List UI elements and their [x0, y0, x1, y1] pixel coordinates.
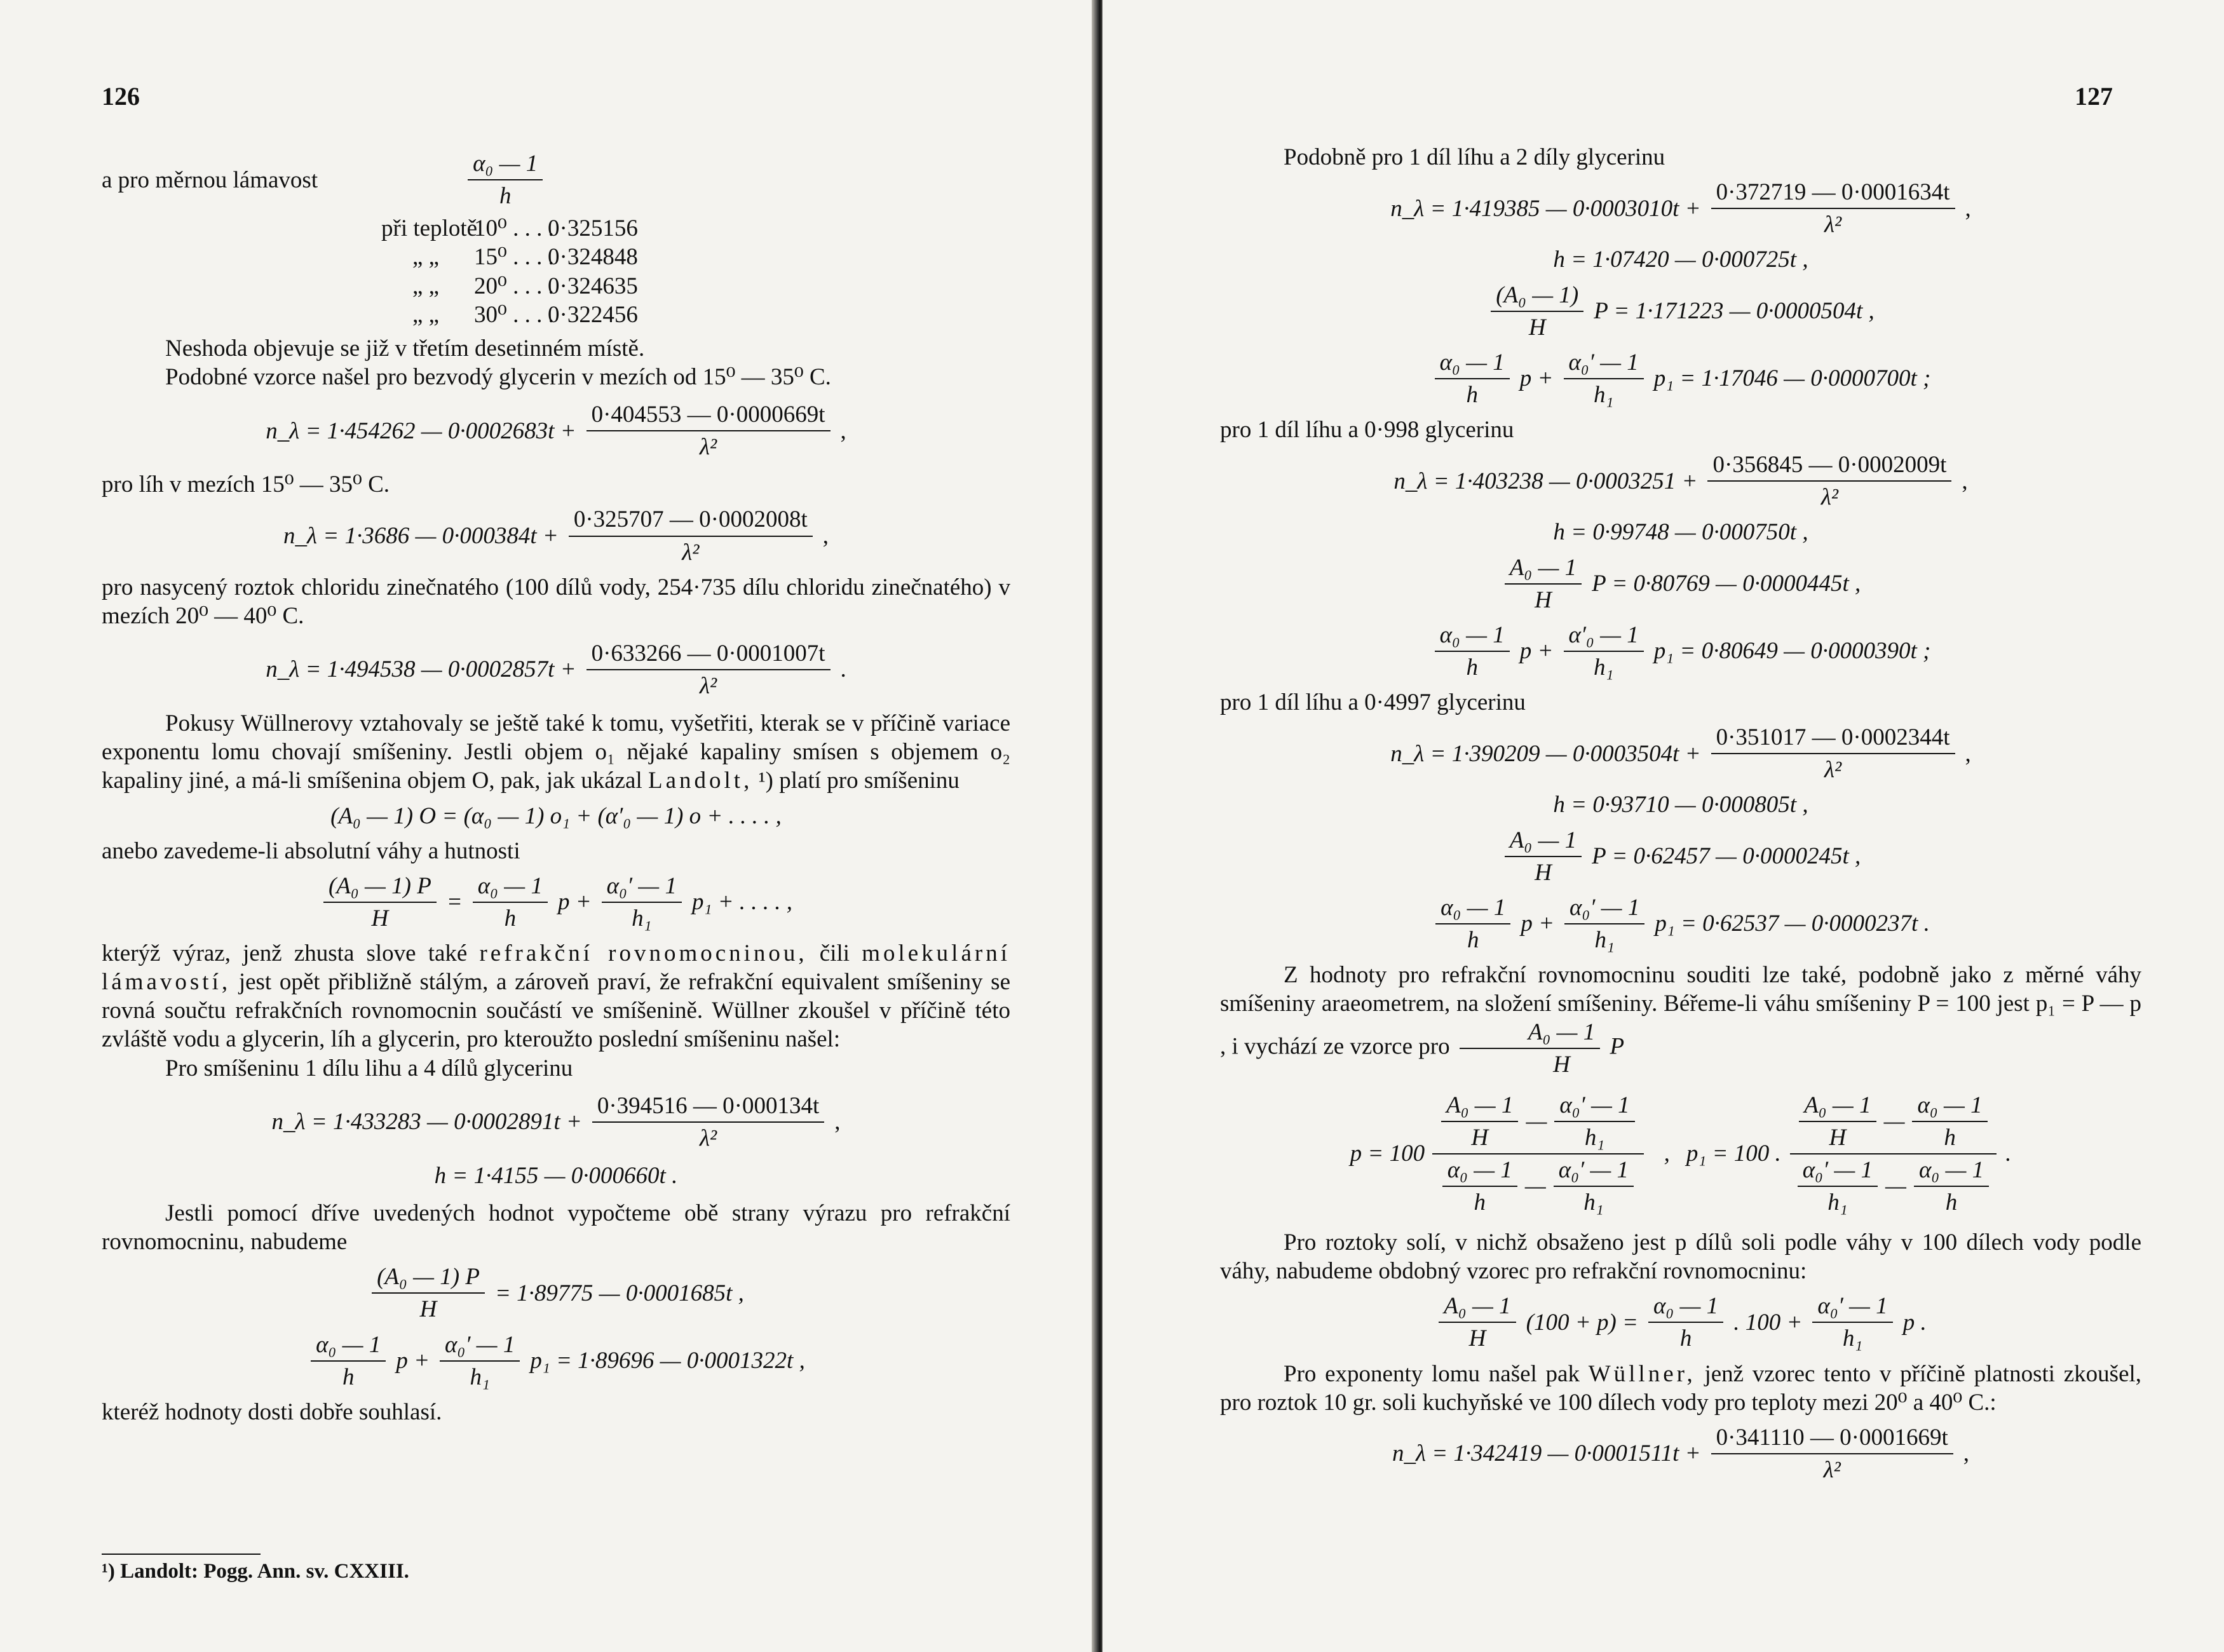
temp-label: při teplotě [381, 215, 478, 242]
equation: h = 1·4155 — 0·000660t . [434, 1162, 678, 1189]
intro-fraction: $\frac{\text{α₀ — 1}}{h}$ [464, 149, 546, 210]
left-page-body [102, 149, 1010, 1426]
equation: $\frac{\text{A₀ — 1}}{H}$ P = 0·62457 — 0·0000245t , [1220, 826, 2141, 887]
author-name: Landolt, [648, 768, 753, 794]
equation: $\frac{\text{α₀ — 1}}{h}$ p + $\frac{\text{α₀′ — 1}}{\text{h₁}}$ p₁ = 1·17046 — 0·0000700t ; [1220, 348, 2141, 409]
equation: n_λ = 1·419385 — 0·0003010t + $\frac{0\cdot 372719 — 0\cdot 0001634t}{\text{λ²}}$ , [1390, 179, 1971, 238]
equation: n_λ = 1·3686 — 0·000384t + $\frac{0\cdot 325707 — 0\cdot 0002008t}{\text{λ²}}$ , [283, 506, 829, 565]
equation: $\frac{\text{α₀ — 1}}{h}$ p + $\frac{\text{α₀′ — 1}}{\text{h₁}}$ p₁ = 0·62537 — 0·0000237t . [1220, 893, 2141, 954]
paragraph: pro 1 díl líhu a 0·998 glycerinu [1220, 417, 1514, 443]
equation: n_λ = 1·342419 — 0·0001511t + $\frac{0\cdot 341110 — 0\cdot 0001669t}{\text{λ²}}$ , [1392, 1424, 1970, 1483]
equation: n_λ = 1·390209 — 0·0003504t + $\frac{0\cdot 351017 — 0\cdot 0002344t}{\text{λ²}}$ , [1390, 724, 1971, 783]
equation: h = 1·07420 — 0·000725t , [1553, 247, 1808, 273]
paragraph: Podobně pro 1 díl líhu a 2 díly glycerinu [1284, 144, 1665, 170]
paragraph: Pro exponenty lomu našel pak Wüllner, jenž vzorec tento v příčině platnosti zkoušel, pro roztok 10 gr. soli kuchyňské ve 100 dílech vody pro teploty mezi 20⁰ a 40⁰ C.: [1220, 1360, 2142, 1416]
equation: $\frac{\text{A₀ — 1}}{H}$ (100 + p) = $\frac{\text{α₀ — 1}}{h}$ . 100 + $\frac{\text{α₀′ — 1}}{\text{h₁}}$ p . [1220, 1292, 2141, 1353]
paragraph: Neshoda objevuje se již v třetím desetinném místě. [165, 335, 645, 362]
temp-label: „ „ [412, 244, 440, 271]
equation: $\frac{\text{A₀ — 1}}{H}$ P = 0·80769 — 0·0000445t , [1220, 553, 2141, 614]
temp-value: 30⁰ . . . . [474, 301, 554, 328]
paragraph: kteréž hodnoty dosti dobře souhlasí. [102, 1398, 442, 1425]
equation: $\frac{\text{(A₀ — 1) P}}{H}$ = $\frac{\text{α₀ — 1}}{h}$ p + $\frac{\text{α₀′ — 1}}{\text{h₁}}$ p₁ + . . . . , [102, 872, 1010, 933]
author-name: Wüllner, [1588, 1360, 1696, 1387]
index-value: 0·324635 [548, 273, 638, 299]
temp-value: 15⁰ . . . . [474, 244, 554, 271]
right-page-body [1220, 143, 2141, 1491]
equation: (A₀ — 1) O = (α₀ — 1) o₁ + (α′₀ — 1) o + . . . . , [330, 802, 782, 829]
paragraph: anebo zavedeme-li absolutní váhy a hutnosti [102, 837, 520, 864]
paragraph: pro líh v mezích 15⁰ — 35⁰ C. [102, 471, 390, 498]
left-page [0, 0, 1096, 1652]
paragraph: Podobné vzorce našel pro bezvodý glycerin v mezích od 15⁰ — 35⁰ C. [165, 363, 831, 390]
right-page [1102, 0, 2224, 1652]
index-value: 0·325156 [548, 215, 638, 242]
intro-text: a pro měrnou lámavost [102, 166, 318, 193]
equation: $\frac{\text{α₀ — 1}}{h}$ p + $\frac{\text{α′₀ — 1}}{\text{h₁}}$ p₁ = 0·80649 — 0·0000390t ; [1220, 621, 2141, 682]
equation: p = 100 $\frac{\text{A₀ — 1}}{H}$ — $\frac{\text{α₀′ — 1}}{\text{h₁}}$ $\frac{\text{α₀ — 1}}{h}$ — $\frac{\text{α₀′ — 1}}{\text{h₁}}$ , p₁ = 100 . $\frac{\text{A₀ — 1}}{H}$ — $\frac{\text{α₀ — 1}}{h}$ $\frac{\text{α₀′ — 1}}{\text{h₁}}$ — $\frac{\text{α₀ — 1}}{h}$ . [1350, 1092, 2012, 1215]
temp-value: 10⁰ . . . . [474, 215, 554, 242]
equation: n_λ = 1·454262 — 0·0002683t + $\frac{0\cdot 404553 — 0\cdot 0000669t}{\text{λ²}}$ , [266, 402, 846, 461]
temp-value: 20⁰ . . . . [474, 273, 554, 299]
index-value: 0·324848 [548, 244, 638, 271]
footnote-rule [102, 1554, 261, 1555]
footnote: ¹) Landolt: Pogg. Ann. sv. CXXIII. [102, 1560, 409, 1583]
paragraph: Pro smíšeninu 1 dílu lihu a 4 dílů glycerinu [165, 1055, 573, 1081]
equation: $\frac{\text{(A₀ — 1)}}{H}$ P = 1·171223 — 0·0000504t , [1220, 281, 2141, 342]
paragraph: pro nasycený roztok chloridu zinečnatého (100 dílů vody, 254·735 dílu chloridu zinečnatého) v mezích 20⁰ — 40⁰ C. [102, 574, 1010, 629]
page-number: 127 [2075, 82, 2113, 111]
paragraph: Z hodnoty pro refrakční rovnomocninu souditi lze také, podobně jako z měrné váhy smíšeniny araeometrem, na složení smíšeniny. Béřeme-li váhu smíšeniny P = 100 jest p₁ = P — p , i vychází ze vzorce pro $\frac{\text{A₀ — 1}}{H}$ P [1220, 962, 2141, 1078]
equation: n_λ = 1·494538 — 0·0002857t + $\frac{0\cdot 633266 — 0\cdot 0001007t}{\text{λ²}}$ . [266, 640, 846, 699]
page-number: 126 [102, 82, 140, 111]
index-value: 0·322456 [548, 301, 638, 328]
paragraph: pro 1 díl líhu a 0·4997 glycerinu [1220, 689, 1526, 715]
temp-label: „ „ [412, 273, 440, 299]
paragraph: Jestli pomocí dříve uvedených hodnot vypočteme obě strany výrazu pro refrakční rovnomocninu, nabudeme [102, 1200, 1010, 1256]
equation: h = 0·93710 — 0·000805t , [1553, 792, 1808, 818]
paragraph: kterýž výraz, jenž zhusta slove také refrakční rovnomocninou, čili molekulární lámavostí, jest opět přibližně stálým, a zároveň praví, že refrakční equivalent smíšeniny se rovná součtu refrakčních rovnomocnin součástí ve smíšenině. Wüllner zkoušel v příčině této zvláště vodu a glycerin, líh a glycerin, pro kteroužto poslední smíšeninu našel: [102, 940, 1010, 1053]
equation: n_λ = 1·433283 — 0·0002891t + $\frac{0\cdot 394516 — 0\cdot 000134t}{\text{λ²}}$ , [271, 1092, 841, 1151]
paragraph: Pro roztoky solí, v nichž obsaženo jest p dílů soli podle váhy v 100 dílech vody podle váhy, nabudeme obdobný vzorec pro refrakční rovnomocninu: [1220, 1229, 2141, 1285]
temp-label: „ „ [412, 301, 440, 328]
equation: $\frac{\text{α₀ — 1}}{h}$ p + $\frac{\text{α₀′ — 1}}{\text{h₁}}$ p₁ = 1·89696 — 0·0001322t , [102, 1330, 1010, 1391]
intro-line [102, 149, 1010, 210]
paragraph: Pokusy Wüllnerovy vztahovaly se ještě také k tomu, vyšetřiti, kterak se v příčině variace exponentu lomu chovají smíšeniny. Jestli objem o₁ nějaké kapaliny smísen s objemem o₂ kapaliny jiné, a má-li smíšenina objem O, pak, jak ukázal Landolt, ¹) platí pro smíšeninu [102, 710, 1010, 794]
equation: $\frac{\text{(A₀ — 1) P}}{H}$ = 1·89775 — 0·0001685t , [102, 1263, 1010, 1324]
equation: h = 0·99748 — 0·000750t , [1553, 519, 1808, 546]
temperature-table [381, 214, 1010, 329]
equation: n_λ = 1·403238 — 0·0003251 + $\frac{0\cdot 356845 — 0\cdot 0002009t}{\text{λ²}}$ , [1393, 452, 1968, 511]
